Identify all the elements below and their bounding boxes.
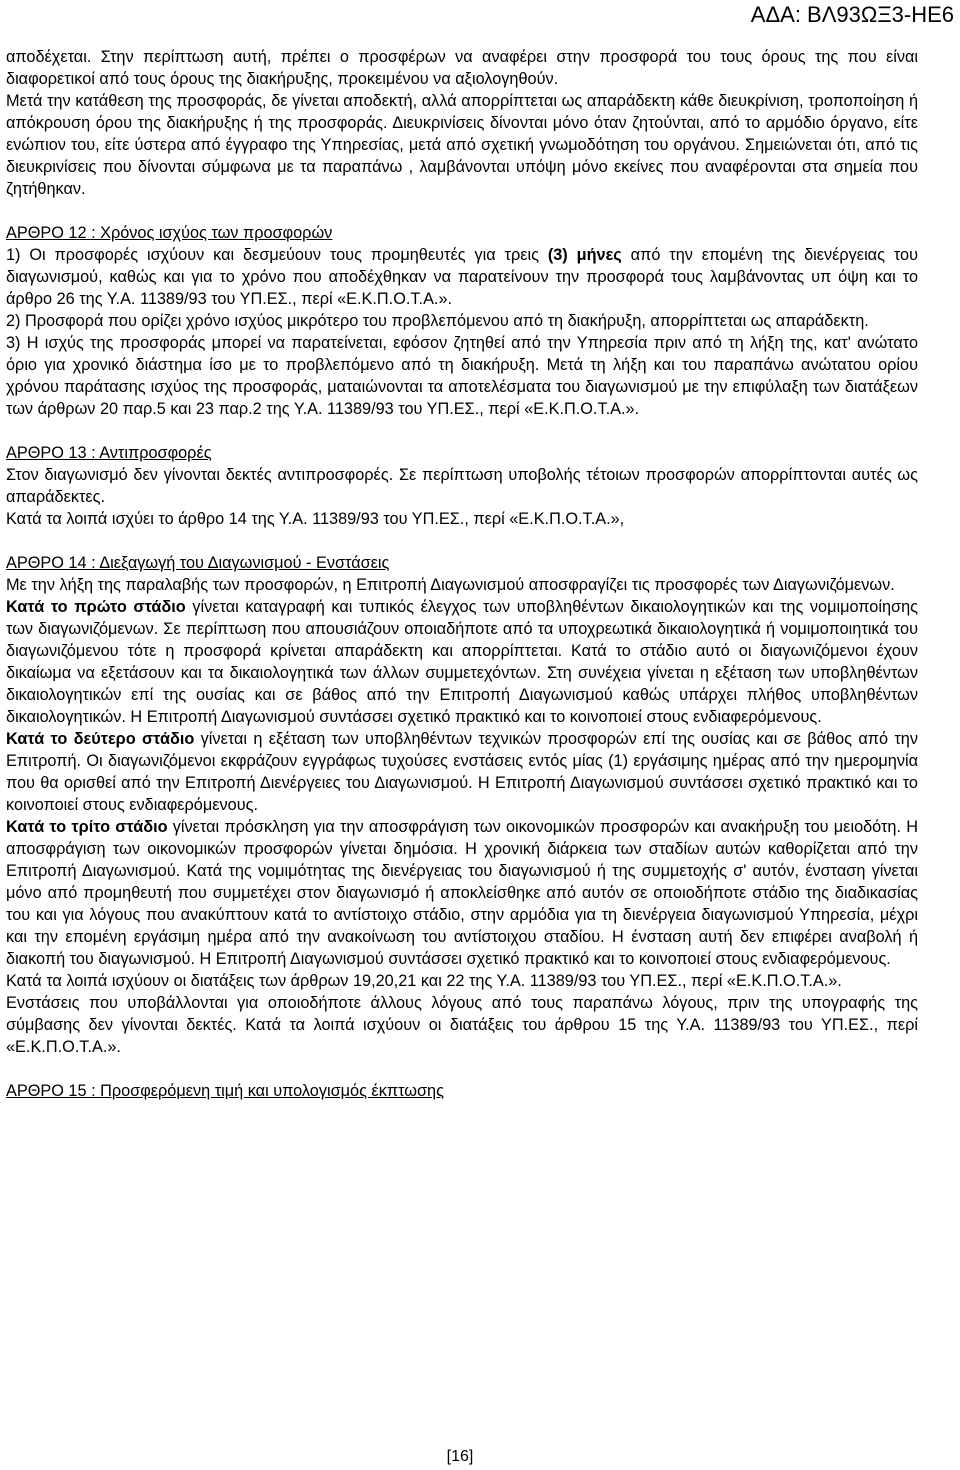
document-body: [6, 46, 918, 1102]
stage-3-text: γίνεται πρόσκληση για την αποσφράγιση των οικονομικών προσφορών και ανακήρυξη του μειοδότη. Η αποσφράγιση των οικονομικών προσφορών γίνεται δημόσια. Η χρονική διάρκεια των σταδίων αυτών καθορίζεται από την Επιτροπή Διαγωνισμού. Κατά της νομιμότητας της διενέργειας του διαγωνισμού ή της συμμετοχής σ' αυτόν, ένσταση γίνεται μόνο από προμηθευτή που συμμετέχει στον διαγωνισμό ή αποκλείσθηκε από αυτόν σε οποιοδήποτε στάδιο της διαδικασίας του και για λόγους που ανακύπτουν κατά το αντίστοιχο στάδιο, στην αρμόδια για τη διενέργεια διαγωνισμού Υπηρεσία, μέχρι και την επομένη εργάσιμη ημέρα από την ανακοίνωση του αντίστοιχου σταδίου. Η ένσταση αυτή δεν επιφέρει αναβολή ή διακοπή του διαγωνισμού. Η Επιτροπή Διαγωνισμού συντάσσει σχετικό πρακτικό και το κοινοποιεί στους ενδιαφερόμενους.: [6, 818, 918, 968]
article-14-objections-paragraph: Ενστάσεις που υποβάλλονται για οποιοδήποτε άλλους λόγους από τους παραπάνω λόγους, πριν της υπογραφής της σύμβασης δεν γίνονται δεκτές. Κατά τα λοιπά ισχύουν οι διατάξεις του άρθρου 15 της Υ.Α. 11389/93 του ΥΠ.ΕΣ., περί «Ε.Κ.Π.Ο.Τ.Α.».: [6, 994, 918, 1056]
article-14-heading: ΑΡΘΡΟ 14 : Διεξαγωγή του Διαγωνισμού - Ενστάσεις: [6, 554, 390, 572]
article-12-paragraph-2: 2) Προσφορά που ορίζει χρόνο ισχύος μικρότερο του προβλεπόμενου από τη διακήρυξη, απορρίπτεται ως απαράδεκτη.: [6, 312, 869, 330]
stage-1-label: Κατά το πρώτο στάδιο: [6, 598, 186, 616]
paragraph-intro-1: αποδέχεται. Στην περίπτωση αυτή, πρέπει ο προσφέρων να αναφέρει στην προσφορά του τους όρους της που είναι διαφορετικοί από τους όρους της διακήρυξης, προκειμένου να αξιολογηθούν.: [6, 48, 918, 88]
stage-1-text: γίνεται καταγραφή και τυπικός έλεγχος των υποβληθέντων δικαιολογητικών και της νομιμοποίησης των διαγωνιζόμενων. Σε περίπτωση που απουσιάζουν οποιαδήποτε από τα υποχρεωτικά δικαιολογητικά ή νομιμοποιητικά του διαγωνιζόμενου τότε η προσφορά κρίνεται απαράδεκτη και απορρίπτεται. Κατά το στάδιο αυτό οι διαγωνιζόμενοι έχουν δικαίωμα να εξετάσουν και τα δικαιολογητικά των άλλων συμμετεχόντων. Στη συνέχεια γίνεται η εξέταση των υποβληθέντων δικαιολογητικών επί της ουσίας και σε βάθος από την Επιτροπή Διαγωνισμού καθώς υπάρχει πλήθος υποβληθέντων δικαιολογητικών. Η Επιτροπή Διαγωνισμού συντάσσει σχετικό πρακτικό και το κοινοποιεί στους ενδιαφερόμενους.: [6, 598, 918, 726]
article-14-stage-1: [6, 596, 918, 728]
article-13-paragraph-2: Κατά τα λοιπά ισχύει το άρθρο 14 της Υ.Α. 11389/93 του ΥΠ.ΕΣ., περί «Ε.Κ.Π.Ο.Τ.Α.»,: [6, 510, 625, 528]
article-15-heading: ΑΡΘΡΟ 15 : Προσφερόμενη τιμή και υπολογισμός έκπτωσης: [6, 1082, 444, 1100]
article-12-paragraph-1: [6, 244, 918, 310]
article-14-paragraph-1: Με την λήξη της παραλαβής των προσφορών, η Επιτροπή Διαγωνισμού αποσφραγίζει τις προσφορές των Διαγωνιζόμενων.: [6, 576, 895, 594]
article-13-heading: ΑΡΘΡΟ 13 : Αντιπροσφορές: [6, 444, 212, 462]
stage-2-label: Κατά το δεύτερο στάδιο: [6, 730, 195, 748]
article-12-p1-end: από την επομένη της διενέργειας του διαγωνισμού, καθώς και για το χρόνο που αποδέχθηκαν να παρατείνουν την προσφορά τους λαμβάνοντας υπ όψη και το άρθρο 26 της Υ.Α. 11389/93 του ΥΠ.ΕΣ., περί «Ε.Κ.Π.Ο.Τ.Α.».: [6, 246, 918, 308]
stage-3-label: Κατά το τρίτο στάδιο: [6, 818, 168, 836]
page-number: [16]: [446, 1448, 474, 1465]
article-14-laws-paragraph: Κατά τα λοιπά ισχύουν οι διατάξεις των άρθρων 19,20,21 και 22 της Υ.Α. 11389/93 του ΥΠ.ΕΣ., περί «Ε.Κ.Π.Ο.Τ.Α.».: [6, 972, 842, 990]
article-12-p1-start: 1) Οι προσφορές ισχύουν και δεσμεύουν τους προμηθευτές για τρεις: [6, 246, 548, 264]
article-14-stage-3: [6, 816, 918, 970]
article-12-paragraph-3: 3) Η ισχύς της προσφοράς μπορεί να παρατείνεται, εφόσον ζητηθεί από την Υπηρεσία πριν από τη λήξη της, κατ' ανώτατο όριο για χρονικό διάστημα ίσο με το προβλεπόμενο από τη διακήρυξη. Μετά τη λήξη και του παραπάνω ανώτατου ορίου χρόνου παράτασης ισχύος της προσφοράς, ματαιώνονται τα αποτελέσματα του διαγωνισμού με την επιφύλαξη των διατάξεων των άρθρων 20 παρ.5 και 23 παρ.2 της Υ.Α. 11389/93 του ΥΠ.ΕΣ., περί «Ε.Κ.Π.Ο.Τ.Α.».: [6, 334, 918, 418]
article-14-stage-2: [6, 728, 918, 816]
article-12-heading: ΑΡΘΡΟ 12 : Χρόνος ισχύος των προσφορών: [6, 224, 333, 242]
article-12-duration: (3) μήνες: [547, 246, 622, 264]
paragraph-intro-2: Μετά την κατάθεση της προσφοράς, δε γίνεται αποδεκτή, αλλά απορρίπτεται ως απαράδεκτη κάθε διευκρίνιση, τροποποίηση ή απόκρουση όρου της διακήρυξης ή της προσφοράς. Διευκρινίσεις δίνονται μόνο όταν ζητούνται, από το αρμόδιο όργανο, είτε ενώπιον του, είτε ύστερα από έγγραφο της Υπηρεσίας, μετά από σχετική γνωμοδότηση του οργάνου. Σημειώνεται ότι, από τις διευκρινίσεις που δίνονται σύμφωνα με τα παραπάνω , λαμβάνονται υπόψη μόνο εκείνες που αναφέρονται στα σημεία που ζητήθηκαν.: [6, 92, 918, 198]
article-13-paragraph-1: Στον διαγωνισμό δεν γίνονται δεκτές αντιπροσφορές. Σε περίπτωση υποβολής τέτοιων προσφορών απορρίπτονται αυτές ως απαράδεκτες.: [6, 466, 918, 506]
stage-2-text: γίνεται η εξέταση των υποβληθέντων τεχνικών προσφορών επί της ουσίας και σε βάθος από την Επιτροπή. Οι διαγωνιζόμενοι εκφράζουν εγγράφως τυχούσες ενστάσεις εντός μίας (1) εργάσιμης ημέρας από την ημερομηνία που θα ορισθεί από την Επιτροπή Διενέργειες του Διαγωνισμού. Η Επιτροπή Διαγωνισμού συντάσσει σχετικό πρακτικό και το κοινοποιεί στους ενδιαφερόμενους.: [6, 730, 918, 814]
document-id: ΑΔΑ: ΒΛ93ΩΞ3-ΗΕ6: [750, 2, 954, 27]
